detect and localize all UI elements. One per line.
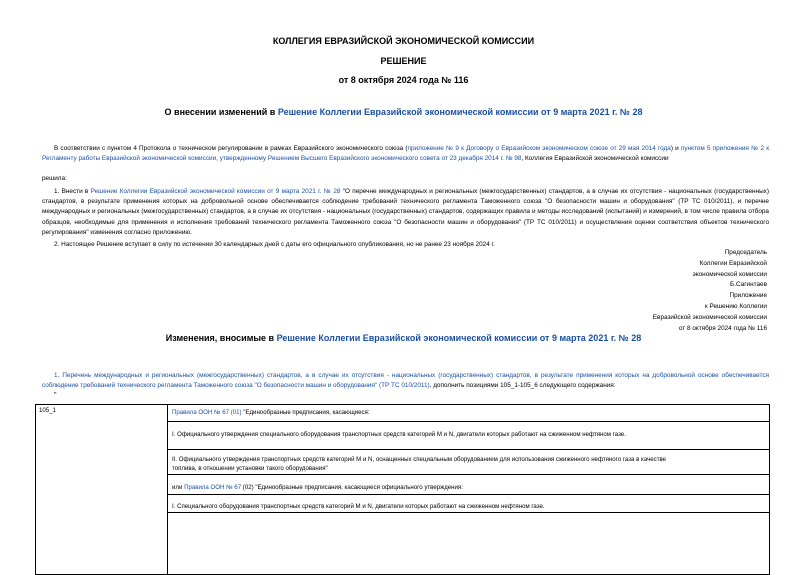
annex-item-1-text: , дополнить позициями 105_1-105_6 следующего содержания:	[429, 382, 616, 390]
document-date: от 8 октября 2024 года № 116	[338, 75, 469, 85]
preamble-paragraph	[42, 144, 769, 164]
regulation-link[interactable]: пунктом 5 приложения № 2 к Регламенту работы Евразийской экономической комиссии, утвержденному Решением Высшего Евразийского экономического совета от 23 декабря 2014 г. № 98	[42, 145, 770, 163]
signature-block	[547, 248, 767, 334]
preamble-text-b: ) и	[670, 145, 681, 152]
annex-item-1-link[interactable]: 1. Перечень международных и региональных (межгосударственных) стандартов, а в случае их отсутствия - национальных (государственных) стандартов, в результате применения которых на добровольной основе обеспечивается соблюдение требований технического регламента Таможенного союза "О безопасности машин и оборудования" (ТР ТС 010/2011)	[42, 372, 769, 390]
row-number-cell: 105_1	[36, 405, 168, 575]
cell-line-4-text-b: (02) "Единообразные предписания, касающиеся официального утверждения:	[241, 484, 463, 491]
cell-divider	[168, 512, 769, 513]
row-content-cell	[168, 405, 770, 575]
clause-1-paragraph	[42, 187, 769, 238]
document-title-prefix: О внесении изменений в	[164, 107, 278, 117]
treaty-annex-link[interactable]: приложение № 9 к Договору о Евразийском экономическом союзе от 29 мая 2014 года	[407, 145, 671, 152]
annex-label-line: Евразийской экономической комиссии	[652, 313, 767, 321]
cell-divider	[168, 494, 769, 495]
signature-line: Коллегии Евразийской	[699, 259, 767, 267]
standards-table	[35, 404, 770, 575]
cell-divider	[168, 421, 769, 422]
clause-1-decision-link[interactable]: Решение Коллегии Евразийской экономической комиссии от 9 марта 2021 г. № 28	[90, 188, 341, 195]
document-type-heading: РЕШЕНИЕ	[380, 56, 427, 66]
annex-item-1-paragraph	[42, 371, 769, 391]
cell-line-2: I. Официального утверждения специального оборудования транспортных средств категорий M и N, двигатели которых работают на сжиженном нефтяном газе.	[172, 431, 626, 438]
annex-title-prefix: Изменения, вносимые в	[165, 333, 277, 343]
clause-1-text-a: 1. Внести в	[54, 188, 91, 195]
clause-2-paragraph: 2. Настоящее Решение вступает в силу по истечении 30 календарных дней с даты его официального опубликования, но не ранее 23 ноября 2024 г.	[54, 241, 495, 248]
cell-line-4-text-a: или	[172, 484, 185, 491]
clause-1-text-b: "О перечне международных и региональных (межгосударственных) стандартов, а в случае их отсутствия - национальных (государственных) стандартов, в результате применения которых на добровольной основе обеспечивается соблюдение требований технического регламента Таможенного союза "О безопасности машин и оборудования" (ТР ТС 010/2011), и перечне международных и региональных (межгосударственных) стандартов, а в случае их отсутствия - национальных (государственных) стандартов, содержащих правила и методы исследований (испытаний) и измерений, в том числе правила отбора образцов, необходимые для применения и исполнения требований технического регламента Таможенного союза "О безопасности машин и оборудования" (ТР ТС 010/2011) и осуществления оценки соответствия объектов технического регулирования" изменения согласно приложению.	[42, 188, 769, 236]
annex-label-line: от 8 октября 2024 года № 116	[678, 324, 767, 332]
decided-label: решила:	[42, 175, 67, 182]
cell-divider	[168, 449, 769, 450]
cell-line-1	[172, 408, 676, 417]
signature-line: Б.Сагинтаев	[730, 281, 767, 289]
un-rule-67-link[interactable]: Правила ООН № 67	[184, 484, 242, 491]
cell-content	[171, 407, 766, 572]
annex-label-line: к Решению Коллегии	[704, 302, 767, 310]
preamble-text-a: В соответствии с пунктом 4 Протокола о техническом регулировании в рамках Евразийского экономического союза (	[54, 145, 408, 152]
cell-divider	[168, 474, 769, 475]
document-title	[0, 107, 807, 117]
signature-line: экономической комиссии	[692, 270, 767, 278]
preamble-text-c: , Коллегия Евразийской экономической комиссии	[521, 155, 669, 163]
document-title-link[interactable]: Решение Коллегии Евразийской экономической комиссии от 9 марта 2021 г. № 28	[277, 107, 643, 117]
cell-line-1-text: "Единообразные предписания, касающиеся:	[241, 409, 370, 416]
annex-label-line: Приложение	[729, 292, 767, 300]
quote-mark: "	[54, 392, 57, 399]
annex-title-link[interactable]: Решение Коллегии Евразийской экономической комиссии от 9 марта 2021 г. № 28	[276, 333, 642, 343]
signature-line: Председатель	[724, 249, 767, 256]
annex-title	[0, 333, 807, 343]
organization-heading: КОЛЛЕГИЯ ЕВРАЗИЙСКОЙ ЭКОНОМИЧЕСКОЙ КОМИССИИ	[272, 36, 535, 46]
cell-line-5: I. Специального оборудования транспортных средств категорий M и N, двигатели которых работают на сжиженном нефтяном газе.	[172, 503, 545, 510]
cell-line-4	[172, 483, 676, 492]
cell-line-3: II. Официального утверждения транспортных средств категорий M и N, оснащенных специальным оборудованием для использования сжиженного нефтяного газа в качестве топлива, в отношении установки такого оборудования"	[172, 456, 667, 472]
un-rule-67-01-link[interactable]: Правила ООН № 67 (01)	[172, 409, 242, 416]
table-row	[36, 405, 770, 575]
